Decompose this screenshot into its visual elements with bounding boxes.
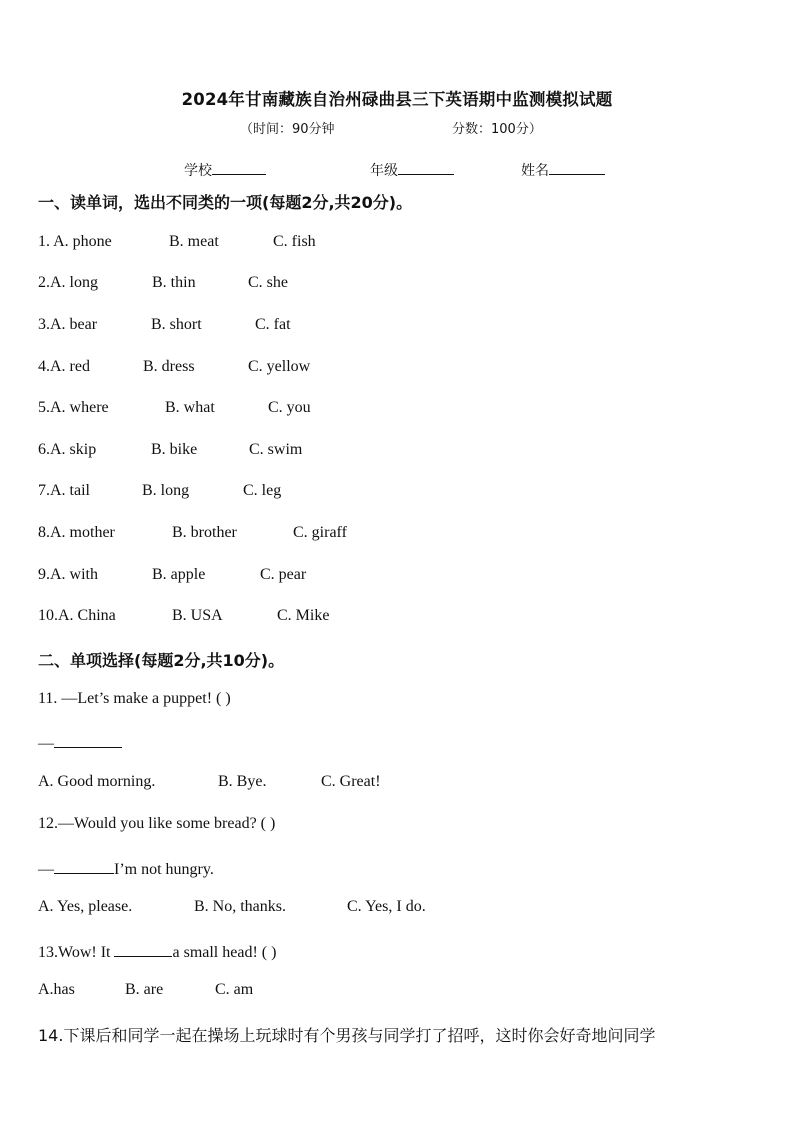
section-2-heading: 二、单项选择(每题2分,共10分)。 (38, 651, 285, 670)
question-13: 13.Wow! It a small head! ( ) (38, 940, 276, 962)
option-c[interactable]: C. Great! (321, 773, 381, 790)
answer-blank-12[interactable]: — I’m not hungry. (38, 857, 214, 879)
question-14: 14.下课后和同学一起在操场上玩球时有个男孩与同学打了招呼，这时你会好奇地问同学 (38, 1026, 656, 1045)
answer-blank-11[interactable]: — (38, 731, 122, 753)
question-11: 11. —Let’s make a puppet! ( ) (38, 690, 231, 707)
option-b[interactable]: B. No, thanks. (194, 898, 286, 915)
option-c[interactable]: C. Yes, I do. (347, 898, 426, 915)
section-1-heading: 一、读单词，选出不同类的一项(每题2分,共20分)。 (38, 193, 413, 212)
option-c[interactable]: C. am (215, 981, 254, 998)
page-title: 2024年甘南藏族自治州碌曲县三下英语期中监测模拟试题 (181, 90, 613, 109)
answer-blank-13[interactable] (114, 940, 172, 957)
option-b[interactable]: B. Bye. (218, 773, 267, 790)
option-a[interactable]: A.has (38, 981, 75, 998)
exam-time: （时间：90分钟 (240, 122, 335, 137)
exam-page: 2024年甘南藏族自治州碌曲县三下英语期中监测模拟试题 （时间：90分钟 分数：100分） 学校 年级 姓名 一、读单词，选出不同类的一项(每题2分,共20分)。 1. A. phone B. meat C. fish 2.A. long B. thin C. she 3.A. bear B. short C. fat 4.A. red B. dress C. yellow 5.A. where B. what C. you 6.A. skip B. bike C. swim 7.A. tail B. long C. leg 8.A. mother B. brother C. giraff 9.A. with B. apple C. pear 10.A. China B. USA C. Mike 二、单项选择(每题2分,共10分)。 11. —Let’s make a puppet! ( ) — A. Good morning. B. Bye. C. Great! 12.—Would you like some bread? ( ) — I’m not hungry. A. Yes, please. B. No, thanks. C. Yes, I do. 13.Wow! It a small head! ( ) A.has B. are C. am 14.下课后和同学一起在操场上玩球时有个男孩与同学打了招呼，这时你会好奇地问同学 (0, 0, 794, 1123)
school-field[interactable]: 学校 (184, 160, 266, 180)
question-12: 12.—Would you like some bread? ( ) (38, 815, 276, 832)
grade-field[interactable]: 年级 (370, 160, 454, 180)
option-a[interactable]: A. Good morning. (38, 773, 156, 790)
exam-score: 分数：100分） (452, 122, 542, 137)
option-b[interactable]: B. are (125, 981, 164, 998)
option-a[interactable]: A. Yes, please. (38, 898, 133, 915)
name-field[interactable]: 姓名 (521, 160, 605, 180)
